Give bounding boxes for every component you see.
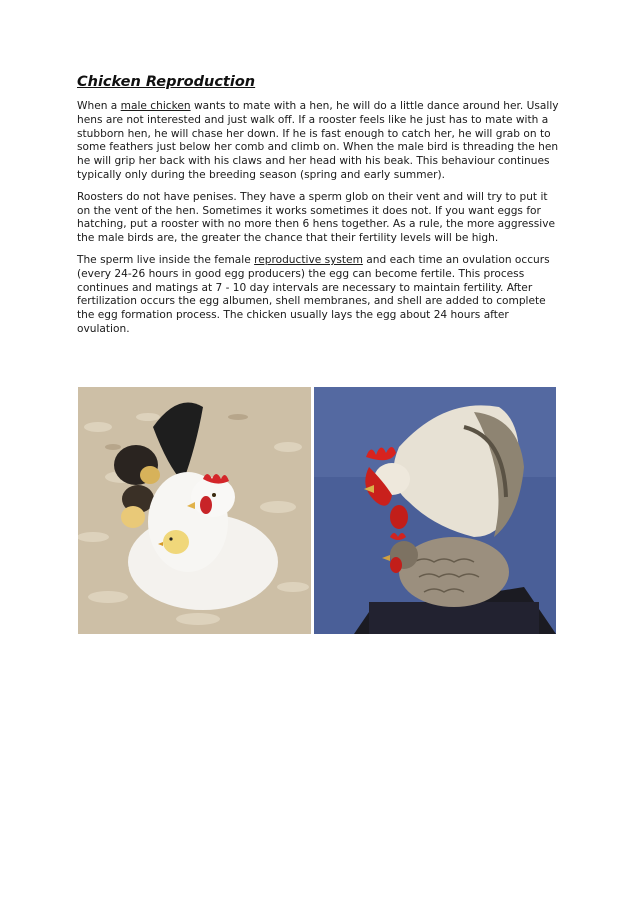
- paragraph-sperm: [77, 254, 559, 337]
- paragraph-mating: [77, 100, 559, 183]
- rooster-mating-hen-photo: [314, 387, 556, 634]
- reproductive-system-link[interactable]: reproductive system: [254, 253, 363, 266]
- page-title: Chicken Reproduction: [77, 74, 256, 90]
- male-chicken-link[interactable]: male chicken: [120, 100, 191, 112]
- p3-text-after: and each time an ovulation occurs (every 24-26 hours in good egg producers) the egg can become fertile. This process continues and matings at 7 - 10 day intervals are necessary to maintain fertility. After fertilization occurs the egg albumen, shell membranes, and shell are added to complete the egg formation process. The chicken usually lays the egg about 24 hours after ovulation.: [77, 253, 550, 335]
- p1-text-before: When a: [77, 100, 121, 112]
- paragraph-roosters: Roosters do not have penises. They have a sperm glob on their vent and will try to put it on the vent of the hen. Sometimes it works sometimes it does not. If you want eggs for hatching, put a rooster with no more then 6 hens together. As a rule, the more aggressive the male birds are, the greater the chance that their fertility levels will be high.: [77, 190, 556, 245]
- photo-row: [78, 387, 556, 634]
- p1-text-after: wants to mate with a hen, he will do a little dance around her. Usally hens are not interested and just walk off. If a rooster feels like he just has to mate with a stubborn hen, he will chase her down. If he is fast enough to catch her, he will grab on to some feathers just below her comb and climb on. When the male bird is threading the hen he will grip her back with his claws and her head with his beak. This behaviour continues typically only during the breeding season (spring and early summer).: [77, 100, 559, 181]
- hen-with-chicks-photo: [78, 387, 311, 634]
- document-body: [77, 74, 559, 345]
- p3-text-before: The sperm live inside the female: [77, 253, 255, 266]
